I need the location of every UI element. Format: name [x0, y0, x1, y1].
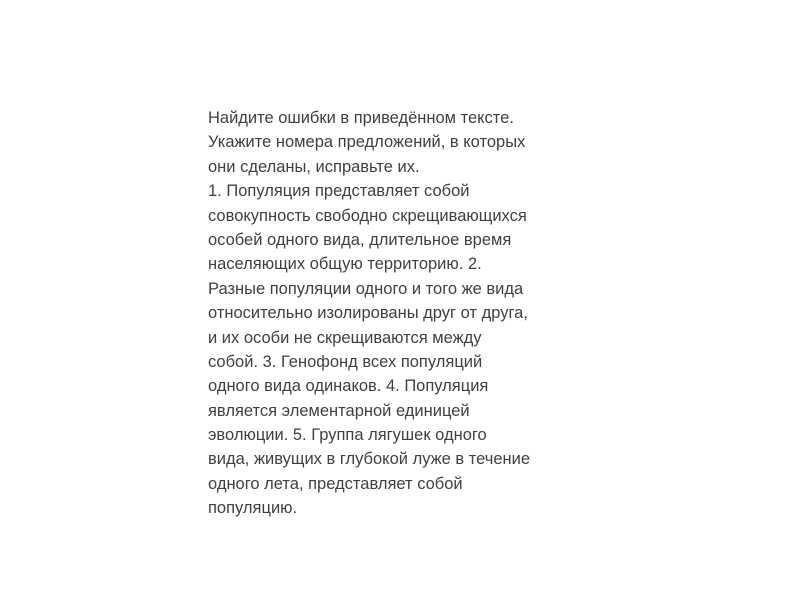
text-line: эволюции. 5. Группа лягушек одного: [208, 426, 487, 445]
text-line: и их особи не скрещиваются между: [208, 328, 482, 347]
text-line: одного вида одинаков. 4. Популяция: [208, 377, 489, 396]
text-line: Найдите ошибки в приведённом тексте.: [208, 109, 514, 127]
text-line: одного лета, представляет собой: [208, 474, 463, 493]
text-line: собой. 3. Генофонд всех популяций: [208, 352, 483, 371]
text-line: особей одного вида, длительное время: [208, 230, 512, 249]
text-line: относительно изолированы друг от друга,: [208, 304, 528, 323]
text-line: населяющих общую территорию. 2.: [208, 255, 482, 274]
task-text: [208, 106, 600, 521]
text-line: совокупность свободно скрещивающихся: [208, 206, 527, 225]
text-line: вида, живущих в глубокой луже в течение: [208, 450, 531, 469]
text-line: является элементарной единицей: [208, 401, 470, 420]
text-line: Укажите номера предложений, в которых: [208, 133, 526, 152]
text-line: они сделаны, исправьте их.: [208, 157, 420, 176]
text-line: Разные популяции одного и того же вида: [208, 279, 524, 298]
text-line: популяцию.: [208, 499, 298, 518]
text-line: 1. Популяция представляет собой: [208, 182, 470, 201]
